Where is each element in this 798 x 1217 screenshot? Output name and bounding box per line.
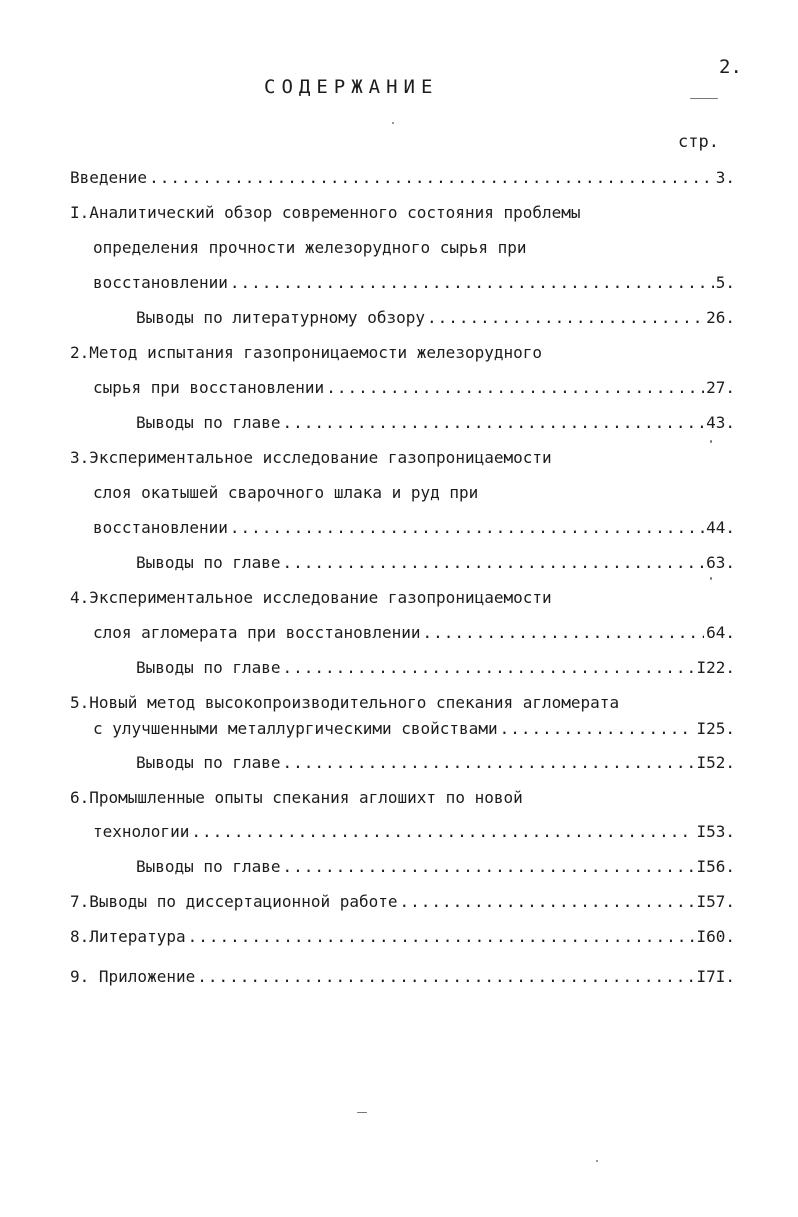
toc-entry-text: восстановлении	[93, 518, 228, 537]
toc-entry-appendix	[70, 966, 735, 988]
toc-entry-text: 4.Экспериментальное исследование газопроницаемости	[70, 588, 552, 607]
leader-dots	[283, 856, 695, 878]
scan-speck	[392, 122, 394, 124]
toc-entry-text: 7.Выводы по диссертационной работе	[70, 892, 398, 911]
toc-entry-chapter-1-line	[70, 202, 735, 224]
leader-dots	[427, 307, 704, 329]
toc-entry-text: восстановлении	[93, 273, 228, 292]
leader-dots	[230, 272, 714, 294]
toc-entry-text: слоя агломерата при восстановлении	[93, 623, 421, 642]
toc-entry-text: Выводы по главе	[136, 753, 281, 772]
leader-dots	[283, 752, 695, 774]
scan-speck	[690, 98, 718, 99]
toc-entry-page: I57.	[696, 892, 735, 911]
toc-entry-page: 5.	[715, 273, 735, 292]
toc-entry-page: I60.	[696, 927, 735, 946]
scan-speck	[596, 1160, 598, 1162]
toc-entry-chapter-2-line	[93, 377, 735, 399]
toc-entry-chapter-3-line	[93, 517, 735, 539]
scan-speck	[710, 577, 712, 580]
toc-entry-literature	[70, 926, 735, 948]
toc-entry-page: I56.	[696, 857, 735, 876]
toc-entry-text: определения прочности железорудного сырья при	[93, 238, 527, 257]
leader-dots	[197, 966, 694, 988]
toc-entry-page: 44.	[706, 518, 735, 537]
toc-entry-page: I22.	[696, 658, 735, 677]
leader-dots	[283, 412, 705, 434]
toc-entry-chapter-6-line	[70, 787, 735, 809]
toc-entry-chapter-2-line	[70, 342, 735, 364]
toc-entry-chapter-3-conclusions	[136, 552, 735, 574]
toc-entry-text: 5.Новый метод высокопроизводительного спекания агломерата	[70, 693, 620, 712]
leader-dots	[149, 167, 714, 189]
toc-entry-page: 63.	[706, 553, 735, 572]
toc-entry-chapter-5-line	[93, 718, 735, 740]
toc-entry-text: Выводы по литературному обзору	[136, 308, 425, 327]
toc-entry-page: 27.	[706, 378, 735, 397]
toc-entry-introduction	[70, 167, 735, 189]
toc-entry-text: Выводы по главе	[136, 553, 281, 572]
leader-dots	[400, 891, 695, 913]
toc-entry-text: I.Аналитический обзор современного состояния проблемы	[70, 203, 581, 222]
leader-dots	[188, 926, 695, 948]
toc-entry-page: I52.	[696, 753, 735, 772]
toc-entry-text: Выводы по главе	[136, 658, 281, 677]
toc-entry-page: I7I.	[696, 967, 735, 986]
leader-dots	[326, 377, 704, 399]
toc-entry-page: 64.	[706, 623, 735, 642]
leader-dots	[500, 718, 695, 740]
toc-entry-chapter-4-line	[93, 622, 735, 644]
leader-dots	[191, 821, 694, 843]
page-column-header: стр.	[678, 132, 719, 152]
toc-entry-chapter-3-line	[93, 482, 735, 504]
toc-entry-text: Выводы по главе	[136, 413, 281, 432]
toc-entry-text: слоя окатышей сварочного шлака и руд при	[93, 483, 479, 502]
leader-dots	[283, 657, 695, 679]
scan-speck	[357, 1112, 367, 1113]
toc-entry-chapter-3-line	[70, 447, 735, 469]
toc-entry-text: Выводы по главе	[136, 857, 281, 876]
toc-entry-chapter-2-conclusions	[136, 412, 735, 434]
page-number: 2.	[719, 56, 742, 78]
scan-speck	[710, 440, 712, 443]
toc-entry-chapter-4-line	[70, 587, 735, 609]
toc-entry-text: 3.Экспериментальное исследование газопроницаемости	[70, 448, 552, 467]
toc-entry-chapter-1-line	[93, 272, 735, 294]
toc-entry-text: с улучшенными металлургическими свойствами	[93, 719, 498, 738]
toc-entry-chapter-6-conclusions	[136, 856, 735, 878]
toc-entry-text: 8.Литература	[70, 927, 186, 946]
toc-entry-text: технологии	[93, 822, 190, 841]
toc-entry-chapter-4-conclusions	[136, 657, 735, 679]
toc-entry-text: сырья при восстановлении	[93, 378, 325, 397]
leader-dots	[423, 622, 705, 644]
toc-entry-text: 6.Промышленные опыты спекания аглошихт по новой	[70, 788, 523, 807]
toc-entry-page: I53.	[696, 822, 735, 841]
toc-entry-text: 2.Метод испытания газопроницаемости железорудного	[70, 343, 543, 362]
leader-dots	[230, 517, 704, 539]
leader-dots	[283, 552, 705, 574]
toc-entry-page: 43.	[706, 413, 735, 432]
toc-entry-page: I25.	[696, 719, 735, 738]
toc-entry-page: 3.	[715, 168, 735, 187]
toc-entry-chapter-5-line	[70, 692, 735, 714]
toc-entry-chapter-1-line	[93, 237, 735, 259]
page-title: СОДЕРЖАНИЕ	[264, 76, 439, 98]
toc-entry-chapter-5-conclusions	[136, 752, 735, 774]
toc-entry-text: 9. Приложение	[70, 967, 196, 986]
toc-entry-dissertation-conclusions	[70, 891, 735, 913]
toc-entry-chapter-1-conclusions	[136, 307, 735, 329]
toc-entry-page: 26.	[706, 308, 735, 327]
toc-entry-text: Введение	[70, 168, 148, 187]
toc-entry-chapter-6-line	[93, 821, 735, 843]
